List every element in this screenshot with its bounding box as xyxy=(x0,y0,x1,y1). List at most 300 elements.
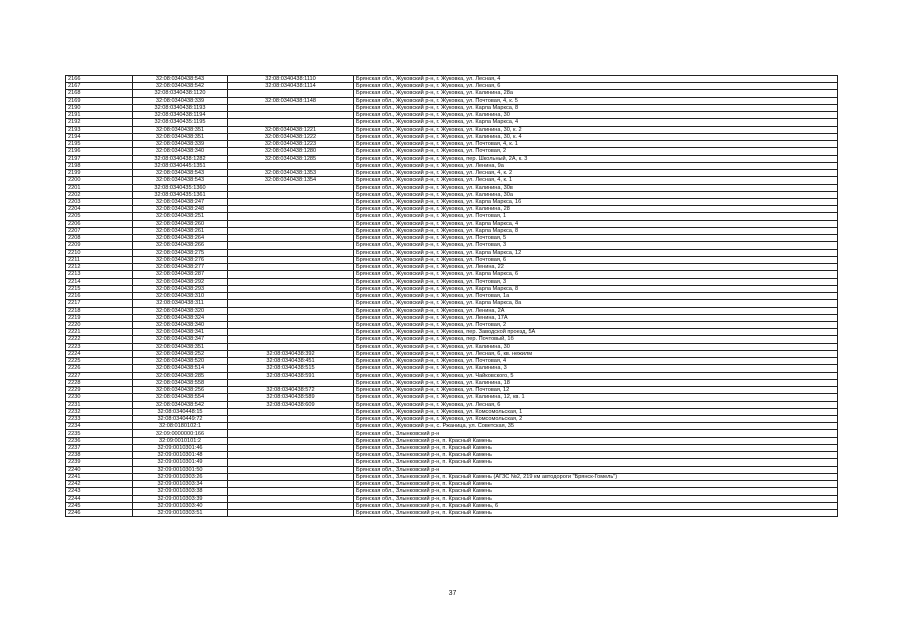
table-row xyxy=(66,235,838,242)
cadastral-number-cell: 32:08:0340438:340 xyxy=(133,148,228,155)
sub-cadastral-number-cell xyxy=(228,104,354,111)
address-cell: Брянская обл., Жуковский р-н, г. Жуковка, ул. Почтовая, 5 xyxy=(354,235,838,242)
cadastral-number-cell: 32:08:0340438:292 xyxy=(133,278,228,285)
address-cell: Брянская обл., Злынковский р-н, п. Красный Камень xyxy=(354,459,838,466)
sub-cadastral-number-cell xyxy=(228,242,354,249)
cadastral-number-cell: 32:08:0340438:276 xyxy=(133,256,228,263)
table-row xyxy=(66,452,838,459)
sub-cadastral-number-cell xyxy=(228,256,354,263)
cadastral-number-cell: 32:09:0010301:46 xyxy=(133,444,228,451)
row-number-cell: 2199 xyxy=(66,170,133,177)
sub-cadastral-number-cell xyxy=(228,502,354,509)
property-register-table xyxy=(65,75,838,517)
table-row xyxy=(66,423,838,430)
address-cell: Брянская обл., Злынковский р-н, п. Красный Камень xyxy=(354,437,838,444)
cadastral-number-cell: 32:08:0340438:543 xyxy=(133,170,228,177)
row-number-cell: 2191 xyxy=(66,112,133,119)
sub-cadastral-number-cell xyxy=(228,191,354,198)
sub-cadastral-number-cell xyxy=(228,336,354,343)
address-cell: Брянская обл., Жуковский р-н, г. Жуковка, ул. Карла Маркса, 6 xyxy=(354,271,838,278)
table-row xyxy=(66,213,838,220)
cadastral-number-cell: 32:08:0340438:311 xyxy=(133,300,228,307)
address-cell: Брянская обл., Жуковский р-н, г. Жуковка, ул. Комсомольская, 2 xyxy=(354,416,838,423)
address-cell: Брянская обл., Злынковский р-н, п. Красный Камень xyxy=(354,444,838,451)
cadastral-number-cell: 32:08:0340438:554 xyxy=(133,394,228,401)
address-cell: Брянская обл., Злынковский р-н, п. Красный Камень xyxy=(354,488,838,495)
sub-cadastral-number-cell xyxy=(228,184,354,191)
row-number-cell: 2238 xyxy=(66,452,133,459)
cadastral-number-cell: 32:08:0340438:520 xyxy=(133,358,228,365)
address-cell: Брянская обл., Жуковский р-н, г. Жуковка, ул. Почтовая, 3 xyxy=(354,278,838,285)
cadastral-number-cell: 32:08:0340438:542 xyxy=(133,83,228,90)
sub-cadastral-number-cell xyxy=(228,249,354,256)
address-cell: Брянская обл., Жуковский р-н, г. Жуковка, ул. Почтовая, 6 xyxy=(354,256,838,263)
table-row xyxy=(66,416,838,423)
address-cell: Брянская обл., Жуковский р-н, г. Жуковка, ул. Почтовая, 4 xyxy=(354,358,838,365)
sub-cadastral-number-cell xyxy=(228,90,354,97)
table-row xyxy=(66,321,838,328)
address-cell: Брянская обл., Жуковский р-н, г. Жуковка, ул. Калинина, 18 xyxy=(354,379,838,386)
row-number-cell: 2168 xyxy=(66,90,133,97)
address-cell: Брянская обл., Жуковский р-н, г. Жуковка, ул. Карла Маркса, 8 xyxy=(354,227,838,234)
sub-cadastral-number-cell xyxy=(228,285,354,292)
table-row xyxy=(66,83,838,90)
cadastral-number-cell: 32:09:0000000:166 xyxy=(133,430,228,437)
table-row xyxy=(66,184,838,191)
table-row xyxy=(66,466,838,473)
cadastral-number-cell: 32:08:0340438:351 xyxy=(133,133,228,140)
table-row xyxy=(66,329,838,336)
cadastral-number-cell: 32:08:0340435:1361 xyxy=(133,191,228,198)
cadastral-number-cell: 32:08:0340438:293 xyxy=(133,285,228,292)
sub-cadastral-number-cell: 32:08:0340438:1223 xyxy=(228,141,354,148)
table-row xyxy=(66,170,838,177)
row-number-cell: 2239 xyxy=(66,459,133,466)
row-number-cell: 2230 xyxy=(66,394,133,401)
address-cell: Брянская обл., Жуковский р-н, г. Жуковка, ул. Почтовая, 4, к. 1 xyxy=(354,141,838,148)
sub-cadastral-number-cell: 32:08:0340438:572 xyxy=(228,387,354,394)
sub-cadastral-number-cell xyxy=(228,300,354,307)
sub-cadastral-number-cell xyxy=(228,488,354,495)
table-row xyxy=(66,104,838,111)
row-number-cell: 2235 xyxy=(66,430,133,437)
table-row xyxy=(66,177,838,184)
address-cell: Брянская обл., Жуковский р-н, г. Жуковка, ул. Карла Маркса, 4 xyxy=(354,119,838,126)
address-cell: Брянская обл., Жуковский р-н, с. Ржаница, ул. Советская, 35 xyxy=(354,423,838,430)
cadastral-number-cell: 32:08:0340438:351 xyxy=(133,126,228,133)
sub-cadastral-number-cell: 32:08:0340438:1354 xyxy=(228,177,354,184)
row-number-cell: 2194 xyxy=(66,133,133,140)
cadastral-number-cell: 32:08:0340438:277 xyxy=(133,264,228,271)
address-cell: Брянская обл., Жуковский р-н, г. Жуковка, ул. Карла Маркса, 8а xyxy=(354,300,838,307)
cadastral-number-cell: 32:08:0340438:351 xyxy=(133,343,228,350)
cadastral-number-cell: 32:09:0010101:2 xyxy=(133,437,228,444)
sub-cadastral-number-cell xyxy=(228,271,354,278)
address-cell: Брянская обл., Жуковский р-н, г. Жуковка, ул. Лесная, 6 xyxy=(354,401,838,408)
cadastral-number-cell: 32:08:0340438:1193 xyxy=(133,104,228,111)
row-number-cell: 2219 xyxy=(66,314,133,321)
table-row xyxy=(66,444,838,451)
table-row xyxy=(66,256,838,263)
table-row xyxy=(66,249,838,256)
row-number-cell: 2200 xyxy=(66,177,133,184)
address-cell: Брянская обл., Жуковский р-н, г. Жуковка, ул. Ленина, 2А xyxy=(354,307,838,314)
table-row xyxy=(66,242,838,249)
address-cell: Брянская обл., Злынковский р-н, п. Красный Камень xyxy=(354,481,838,488)
sub-cadastral-number-cell: 32:08:0340438:1353 xyxy=(228,170,354,177)
address-cell: Брянская обл., Злынковский р-н, п. Красный Камень xyxy=(354,452,838,459)
table-row xyxy=(66,401,838,408)
cadastral-number-cell: 32:08:0340438:1194 xyxy=(133,112,228,119)
row-number-cell: 2228 xyxy=(66,379,133,386)
row-number-cell: 2221 xyxy=(66,329,133,336)
cadastral-number-cell: 32:08:0340449:72 xyxy=(133,416,228,423)
sub-cadastral-number-cell xyxy=(228,235,354,242)
sub-cadastral-number-cell: 32:08:0340438:1110 xyxy=(228,76,354,83)
cadastral-number-cell: 32:08:0340438:340 xyxy=(133,321,228,328)
cadastral-number-cell: 32:08:0340438:260 xyxy=(133,220,228,227)
address-cell: Брянская обл., Жуковский р-н, г. Жуковка, ул. Лесная, 6 xyxy=(354,83,838,90)
cadastral-number-cell: 32:08:0340438:542 xyxy=(133,401,228,408)
row-number-cell: 2223 xyxy=(66,343,133,350)
table-row xyxy=(66,133,838,140)
row-number-cell: 2167 xyxy=(66,83,133,90)
sub-cadastral-number-cell xyxy=(228,379,354,386)
sub-cadastral-number-cell xyxy=(228,481,354,488)
address-cell: Брянская обл., Жуковский р-н, г. Жуковка, ул. Комсомольская, 1 xyxy=(354,408,838,415)
address-cell: Брянская обл., Жуковский р-н, г. Жуковка, ул. Лесная, 6, кв. нежилм xyxy=(354,350,838,357)
address-cell: Брянская обл., Жуковский р-н, г. Жуковка, ул. Калинина, 3 xyxy=(354,365,838,372)
sub-cadastral-number-cell: 32:08:0340438:1285 xyxy=(228,155,354,162)
row-number-cell: 2202 xyxy=(66,191,133,198)
address-cell: Брянская обл., Жуковский р-н, г. Жуковка, ул. Почтовая, 1а xyxy=(354,293,838,300)
row-number-cell: 2220 xyxy=(66,321,133,328)
sub-cadastral-number-cell xyxy=(228,444,354,451)
row-number-cell: 2212 xyxy=(66,264,133,271)
cadastral-number-cell: 32:09:0010303:38 xyxy=(133,488,228,495)
address-cell: Брянская обл., Жуковский р-н, г. Жуковка, пер. Почтовый, 1б xyxy=(354,336,838,343)
address-cell: Брянская обл., Жуковский р-н, г. Жуковка, ул. Лесная, 4, к. 2 xyxy=(354,170,838,177)
sub-cadastral-number-cell xyxy=(228,278,354,285)
cadastral-number-cell: 32:08:0340438:275 xyxy=(133,249,228,256)
address-cell: Брянская обл., Жуковский р-н, г. Жуковка, ул. Ленина, 17А xyxy=(354,314,838,321)
row-number-cell: 2208 xyxy=(66,235,133,242)
cadastral-number-cell: 32:09:0010303:34 xyxy=(133,481,228,488)
row-number-cell: 2215 xyxy=(66,285,133,292)
address-cell: Брянская обл., Жуковский р-н, г. Жуковка, ул. Карла Маркса, 12 xyxy=(354,249,838,256)
row-number-cell: 2245 xyxy=(66,502,133,509)
sub-cadastral-number-cell xyxy=(228,227,354,234)
cadastral-number-cell: 32:08:0340438:1282 xyxy=(133,155,228,162)
sub-cadastral-number-cell: 32:08:0340438:392 xyxy=(228,350,354,357)
address-cell: Брянская обл., Жуковский р-н, г. Жуковка, пер. Заводской проезд, 5А xyxy=(354,329,838,336)
address-cell: Брянская обл., Жуковский р-н, г. Жуковка, ул. Лесная, 4 xyxy=(354,76,838,83)
table-row xyxy=(66,481,838,488)
table-row xyxy=(66,430,838,437)
sub-cadastral-number-cell: 32:08:0340438:1114 xyxy=(228,83,354,90)
cadastral-number-cell: 32:08:0340438:287 xyxy=(133,271,228,278)
cadastral-number-cell: 32:08:0180102:1 xyxy=(133,423,228,430)
address-cell: Брянская обл., Злынковский р-н xyxy=(354,466,838,473)
cadastral-number-cell: 32:08:0340438:324 xyxy=(133,314,228,321)
row-number-cell: 2241 xyxy=(66,473,133,480)
row-number-cell: 2224 xyxy=(66,350,133,357)
row-number-cell: 2198 xyxy=(66,162,133,169)
address-cell: Брянская обл., Жуковский р-н, г. Жуковка, ул. Почтовая, 4, к. 5 xyxy=(354,97,838,104)
sub-cadastral-number-cell xyxy=(228,314,354,321)
address-cell: Брянская обл., Жуковский р-н, г. Жуковка, ул. Ленина, 22 xyxy=(354,264,838,271)
table-row xyxy=(66,336,838,343)
table-row xyxy=(66,141,838,148)
table-row xyxy=(66,198,838,205)
row-number-cell: 2207 xyxy=(66,227,133,234)
cadastral-number-cell: 32:08:0340438:310 xyxy=(133,293,228,300)
row-number-cell: 2206 xyxy=(66,220,133,227)
address-cell: Брянская обл., Злынковский р-н, п. Красный Камень (АГЗС №2, 219 км автодороги "Брянск-Гомель") xyxy=(354,473,838,480)
sub-cadastral-number-cell xyxy=(228,416,354,423)
sub-cadastral-number-cell xyxy=(228,437,354,444)
sub-cadastral-number-cell xyxy=(228,220,354,227)
sub-cadastral-number-cell xyxy=(228,307,354,314)
row-number-cell: 2197 xyxy=(66,155,133,162)
sub-cadastral-number-cell xyxy=(228,452,354,459)
cadastral-number-cell: 32:09:0010303:40 xyxy=(133,502,228,509)
row-number-cell: 2234 xyxy=(66,423,133,430)
table-row xyxy=(66,285,838,292)
sub-cadastral-number-cell xyxy=(228,466,354,473)
row-number-cell: 2226 xyxy=(66,365,133,372)
table-row xyxy=(66,76,838,83)
table-row xyxy=(66,387,838,394)
table-row xyxy=(66,191,838,198)
row-number-cell: 2243 xyxy=(66,488,133,495)
row-number-cell: 2236 xyxy=(66,437,133,444)
row-number-cell: 2227 xyxy=(66,372,133,379)
row-number-cell: 2232 xyxy=(66,408,133,415)
row-number-cell: 2229 xyxy=(66,387,133,394)
table-row xyxy=(66,148,838,155)
row-number-cell: 2233 xyxy=(66,416,133,423)
address-cell: Брянская обл., Жуковский р-н, г. Жуковка, ул. Чайковского, 5 xyxy=(354,372,838,379)
address-cell: Брянская обл., Злынковский р-н, п. Красный Камень xyxy=(354,510,838,517)
address-cell: Брянская обл., Жуковский р-н, г. Жуковка, ул. Калинина, 30 xyxy=(354,343,838,350)
sub-cadastral-number-cell: 32:08:0340438:1221 xyxy=(228,126,354,133)
address-cell: Брянская обл., Жуковский р-н, г. Жуковка, ул. Карла Маркса, 8 xyxy=(354,285,838,292)
sub-cadastral-number-cell xyxy=(228,321,354,328)
sub-cadastral-number-cell xyxy=(228,408,354,415)
row-number-cell: 2222 xyxy=(66,336,133,343)
table-row xyxy=(66,264,838,271)
table-row xyxy=(66,437,838,444)
cadastral-number-cell: 32:08:0340448:15 xyxy=(133,408,228,415)
cadastral-number-cell: 32:08:0340438:320 xyxy=(133,307,228,314)
table-row xyxy=(66,343,838,350)
table-row xyxy=(66,206,838,213)
address-cell: Брянская обл., Жуковский р-н, г. Жуковка, ул. Калинина, 30 xyxy=(354,112,838,119)
cadastral-number-cell: 32:08:0340438:261 xyxy=(133,227,228,234)
sub-cadastral-number-cell xyxy=(228,343,354,350)
row-number-cell: 2217 xyxy=(66,300,133,307)
cadastral-number-cell: 32:08:0340438:266 xyxy=(133,242,228,249)
row-number-cell: 2166 xyxy=(66,76,133,83)
table-row xyxy=(66,112,838,119)
sub-cadastral-number-cell: 32:08:0340438:1280 xyxy=(228,148,354,155)
sub-cadastral-number-cell xyxy=(228,459,354,466)
sub-cadastral-number-cell xyxy=(228,112,354,119)
row-number-cell: 2225 xyxy=(66,358,133,365)
table-row xyxy=(66,271,838,278)
cadastral-number-cell: 32:09:0010303:39 xyxy=(133,495,228,502)
table-row xyxy=(66,502,838,509)
cadastral-number-cell: 32:08:0340435:1360 xyxy=(133,184,228,191)
row-number-cell: 2209 xyxy=(66,242,133,249)
sub-cadastral-number-cell xyxy=(228,495,354,502)
table-row xyxy=(66,307,838,314)
cadastral-number-cell: 32:08:0340438:252 xyxy=(133,350,228,357)
sub-cadastral-number-cell xyxy=(228,510,354,517)
sub-cadastral-number-cell xyxy=(228,198,354,205)
address-cell: Брянская обл., Жуковский р-н, г. Жуковка, ул. Калинина, 30в xyxy=(354,184,838,191)
address-cell: Брянская обл., Злынковский р-н xyxy=(354,430,838,437)
cadastral-number-cell: 32:08:0340438:264 xyxy=(133,235,228,242)
cadastral-number-cell: 32:08:0340438:347 xyxy=(133,336,228,343)
table-row xyxy=(66,379,838,386)
cadastral-number-cell: 32:08:0340438:248 xyxy=(133,206,228,213)
sub-cadastral-number-cell xyxy=(228,473,354,480)
row-number-cell: 2192 xyxy=(66,119,133,126)
table-row xyxy=(66,119,838,126)
table-row xyxy=(66,220,838,227)
sub-cadastral-number-cell: 32:08:0340438:451 xyxy=(228,358,354,365)
table-row xyxy=(66,293,838,300)
address-cell: Брянская обл., Жуковский р-н, г. Жуковка, ул. Карла Маркса, 16 xyxy=(354,198,838,205)
sub-cadastral-number-cell xyxy=(228,119,354,126)
cadastral-number-cell: 32:08:0340445:1351 xyxy=(133,162,228,169)
table-row xyxy=(66,473,838,480)
table-row xyxy=(66,155,838,162)
row-number-cell: 2242 xyxy=(66,481,133,488)
sub-cadastral-number-cell: 32:08:0340438:515 xyxy=(228,365,354,372)
address-cell: Брянская обл., Жуковский р-н, г. Жуковка, ул. Почтовая, 1 xyxy=(354,213,838,220)
table-row xyxy=(66,365,838,372)
row-number-cell: 2195 xyxy=(66,141,133,148)
cadastral-number-cell: 32:09:0010301:50 xyxy=(133,466,228,473)
table-row xyxy=(66,510,838,517)
table-row xyxy=(66,372,838,379)
row-number-cell: 2205 xyxy=(66,213,133,220)
address-cell: Брянская обл., Жуковский р-н, г. Жуковка, ул. Калинина, 30, к. 2 xyxy=(354,126,838,133)
cadastral-number-cell: 32:08:0340438:256 xyxy=(133,387,228,394)
address-cell: Брянская обл., Жуковский р-н, г. Жуковка, ул. Почтовая, 3 xyxy=(354,242,838,249)
sub-cadastral-number-cell: 32:08:0340438:1222 xyxy=(228,133,354,140)
cadastral-number-cell: 32:09:0010301:48 xyxy=(133,452,228,459)
table-row xyxy=(66,162,838,169)
sub-cadastral-number-cell xyxy=(228,423,354,430)
table-row xyxy=(66,358,838,365)
cadastral-number-cell: 32:09:0010303:26 xyxy=(133,473,228,480)
row-number-cell: 2210 xyxy=(66,249,133,256)
cadastral-number-cell: 32:08:0340438:285 xyxy=(133,372,228,379)
row-number-cell: 2244 xyxy=(66,495,133,502)
cadastral-number-cell: 32:08:0340438:339 xyxy=(133,141,228,148)
cadastral-number-cell: 32:08:0340435:1195 xyxy=(133,119,228,126)
address-cell: Брянская обл., Злынковский р-н, п. Красный Камень xyxy=(354,495,838,502)
cadastral-number-cell: 32:08:0340438:341 xyxy=(133,329,228,336)
row-number-cell: 2213 xyxy=(66,271,133,278)
table-row xyxy=(66,408,838,415)
table-row xyxy=(66,278,838,285)
table-row xyxy=(66,459,838,466)
row-number-cell: 2231 xyxy=(66,401,133,408)
table-row xyxy=(66,90,838,97)
table-row xyxy=(66,488,838,495)
address-cell: Брянская обл., Жуковский р-н, г. Жуковка, ул. Калинина, 28а xyxy=(354,90,838,97)
sub-cadastral-number-cell xyxy=(228,430,354,437)
table-row xyxy=(66,314,838,321)
address-cell: Брянская обл., Жуковский р-н, г. Жуковка, ул. Почтовая, 12 xyxy=(354,387,838,394)
cadastral-number-cell: 32:09:0010301:49 xyxy=(133,459,228,466)
row-number-cell: 2240 xyxy=(66,466,133,473)
table-row xyxy=(66,126,838,133)
address-cell: Брянская обл., Жуковский р-н, г. Жуковка, ул. Лесная, 4, к. 1 xyxy=(354,177,838,184)
row-number-cell: 2193 xyxy=(66,126,133,133)
sub-cadastral-number-cell: 32:08:0340438:609 xyxy=(228,401,354,408)
register-table-body xyxy=(66,76,838,517)
row-number-cell: 2169 xyxy=(66,97,133,104)
sub-cadastral-number-cell xyxy=(228,213,354,220)
cadastral-number-cell: 32:08:0340438:1120 xyxy=(133,90,228,97)
cadastral-number-cell: 32:08:0340438:543 xyxy=(133,76,228,83)
table-row xyxy=(66,227,838,234)
row-number-cell: 2216 xyxy=(66,293,133,300)
address-cell: Брянская обл., Жуковский р-н, г. Жуковка, ул. Почтовая, 2 xyxy=(354,148,838,155)
sub-cadastral-number-cell: 32:08:0340438:589 xyxy=(228,394,354,401)
sub-cadastral-number-cell: 32:08:0340438:1148 xyxy=(228,97,354,104)
address-cell: Брянская обл., Жуковский р-н, г. Жуковка, ул. Ленина, 9а xyxy=(354,162,838,169)
row-number-cell: 2214 xyxy=(66,278,133,285)
address-cell: Брянская обл., Жуковский р-н, г. Жуковка, ул. Почтовая, 2 xyxy=(354,321,838,328)
sub-cadastral-number-cell xyxy=(228,206,354,213)
table-row xyxy=(66,394,838,401)
address-cell: Брянская обл., Жуковский р-н, г. Жуковка, ул. Калинина, 28 xyxy=(354,206,838,213)
address-cell: Брянская обл., Жуковский р-н, г. Жуковка, ул. Калинина, 30, к. 4 xyxy=(354,133,838,140)
cadastral-number-cell: 32:08:0340438:251 xyxy=(133,213,228,220)
page-number: 37 xyxy=(448,590,457,597)
sub-cadastral-number-cell xyxy=(228,264,354,271)
row-number-cell: 2218 xyxy=(66,307,133,314)
table-row xyxy=(66,495,838,502)
address-cell: Брянская обл., Жуковский р-н, г. Жуковка, пер. Школьный, 2А, к. 3 xyxy=(354,155,838,162)
table-row xyxy=(66,300,838,307)
row-number-cell: 2201 xyxy=(66,184,133,191)
table-row xyxy=(66,97,838,104)
sub-cadastral-number-cell: 32:08:0340438:591 xyxy=(228,372,354,379)
row-number-cell: 2237 xyxy=(66,444,133,451)
address-cell: Брянская обл., Жуковский р-н, г. Жуковка, ул. Калинина, 12, кв. 1 xyxy=(354,394,838,401)
table-row xyxy=(66,350,838,357)
cadastral-number-cell: 32:08:0340438:339 xyxy=(133,97,228,104)
cadastral-number-cell: 32:08:0340438:543 xyxy=(133,177,228,184)
row-number-cell: 2190 xyxy=(66,104,133,111)
address-cell: Брянская обл., Злынковский р-н, п. Красный Камень, 6 xyxy=(354,502,838,509)
row-number-cell: 2204 xyxy=(66,206,133,213)
cadastral-number-cell: 32:08:0340438:558 xyxy=(133,379,228,386)
row-number-cell: 2246 xyxy=(66,510,133,517)
cadastral-number-cell: 32:08:0340438:514 xyxy=(133,365,228,372)
sub-cadastral-number-cell xyxy=(228,293,354,300)
row-number-cell: 2211 xyxy=(66,256,133,263)
row-number-cell: 2196 xyxy=(66,148,133,155)
